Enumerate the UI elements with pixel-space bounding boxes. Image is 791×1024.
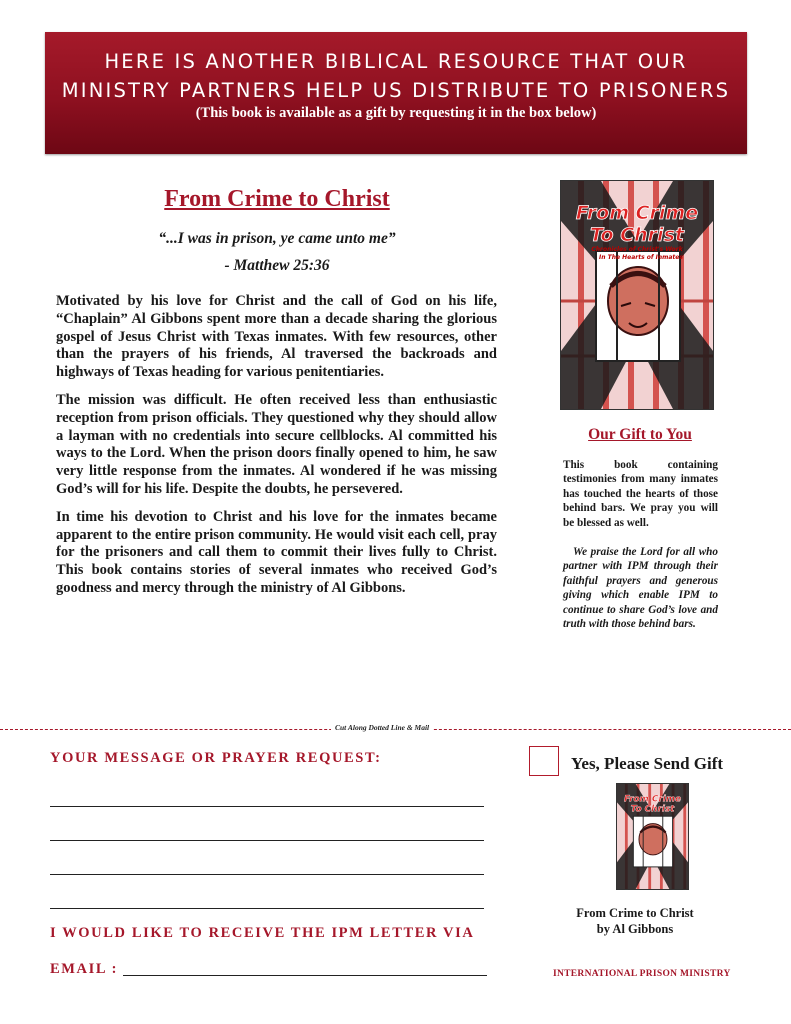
book-caption-author: by Al Gibbons [596, 922, 674, 936]
prayer-request-line-4[interactable] [50, 908, 484, 909]
gift-description: This book containing testimonies from many inmates has touched the hearts of those behind bars. We pray you will be blessed as well. [563, 459, 718, 529]
banner-line-1: HERE IS ANOTHER BIBLICAL RESOURCE THAT OUR [104, 50, 688, 73]
book-cover-thumbnail [616, 783, 689, 890]
prayer-request-label: YOUR MESSAGE OR PRAYER REQUEST: [50, 750, 382, 766]
thumb-title-1: From Crime [623, 794, 682, 805]
book-caption-title: From Crime to Christ [576, 906, 694, 920]
article-paragraph: The mission was difficult. He often received less than enthusiastic reception from prison officials. They questioned why they should allow a layman with no credentials into secure cellblocks. Al committed his ways to the Lord. When the prison doors finally opened to him, he saw very little response from the inmates. Al wondered if he was missing God’s will for his life. Despite the doubts, he persevered. [56, 391, 497, 497]
send-gift-checkbox[interactable] [529, 746, 559, 776]
book-cover-thumbnail-art [617, 784, 688, 889]
cover-tagline-2: In The Hearts of Inmates [599, 254, 683, 261]
email-field[interactable] [123, 975, 487, 976]
article-reference: - Matthew 25:36 [224, 257, 330, 274]
email-label: EMAIL : [50, 961, 118, 977]
thumb-title-2: To Christ [630, 804, 675, 815]
cover-title-1: From Crime [575, 202, 699, 224]
cover-title-2: To Christ [590, 224, 684, 246]
article-paragraph: Motivated by his love for Christ and the call of God on his life, “Chaplain” Al Gibbons spent more than a decade sharing the glorious gospel of Jesus Christ with Texas inmates. With few resources, other than the prayers of his friends, Al traversed the backroads and highways of Texas heading for various penitentiaries. [56, 293, 497, 381]
book-caption [540, 905, 730, 937]
article-quote: “...I was in prison, ye came unto me” [158, 230, 396, 247]
book-cover-image [560, 180, 714, 410]
header-banner [45, 32, 747, 154]
prayer-request-line-1[interactable] [50, 806, 484, 807]
organization-name: INTERNATIONAL PRISON MINISTRY [553, 969, 731, 979]
banner-line-2: MINISTRY PARTNERS HELP US DISTRIBUTE TO PRISONERS [61, 79, 731, 102]
article-paragraph: In time his devotion to Christ and his love for the inmates became apparent to the entire prison community. He would visit each cell, pray for the prisoners and call them to commit their lives fully to Christ. This book contains stories of several inmates who received God’s goodness and mercy through the ministry of Al Gibbons. [56, 508, 497, 596]
banner-subtitle: (This book is available as a gift by requesting it in the box below) [195, 105, 597, 121]
gift-heading: Our Gift to You [588, 426, 692, 443]
send-gift-label: Yes, Please Send Gift [571, 754, 724, 773]
prayer-request-line-2[interactable] [50, 840, 484, 841]
gift-praise-text: We praise the Lord for all who partner with IPM through their faithful prayers and generous giving which enable IPM to continue to share God’s love and truth with those behind bars. [563, 546, 718, 631]
receive-letter-label: I WOULD LIKE TO RECEIVE THE IPM LETTER VIA [50, 925, 475, 941]
cut-line-label: Cut Along Dotted Line & Mail [331, 723, 433, 732]
book-cover-art [561, 181, 713, 409]
article-title: From Crime to Christ [164, 186, 390, 212]
prayer-request-line-3[interactable] [50, 874, 484, 875]
cover-tagline-1: Chronicles of Christ's Work [591, 246, 683, 253]
article-body [56, 293, 497, 608]
